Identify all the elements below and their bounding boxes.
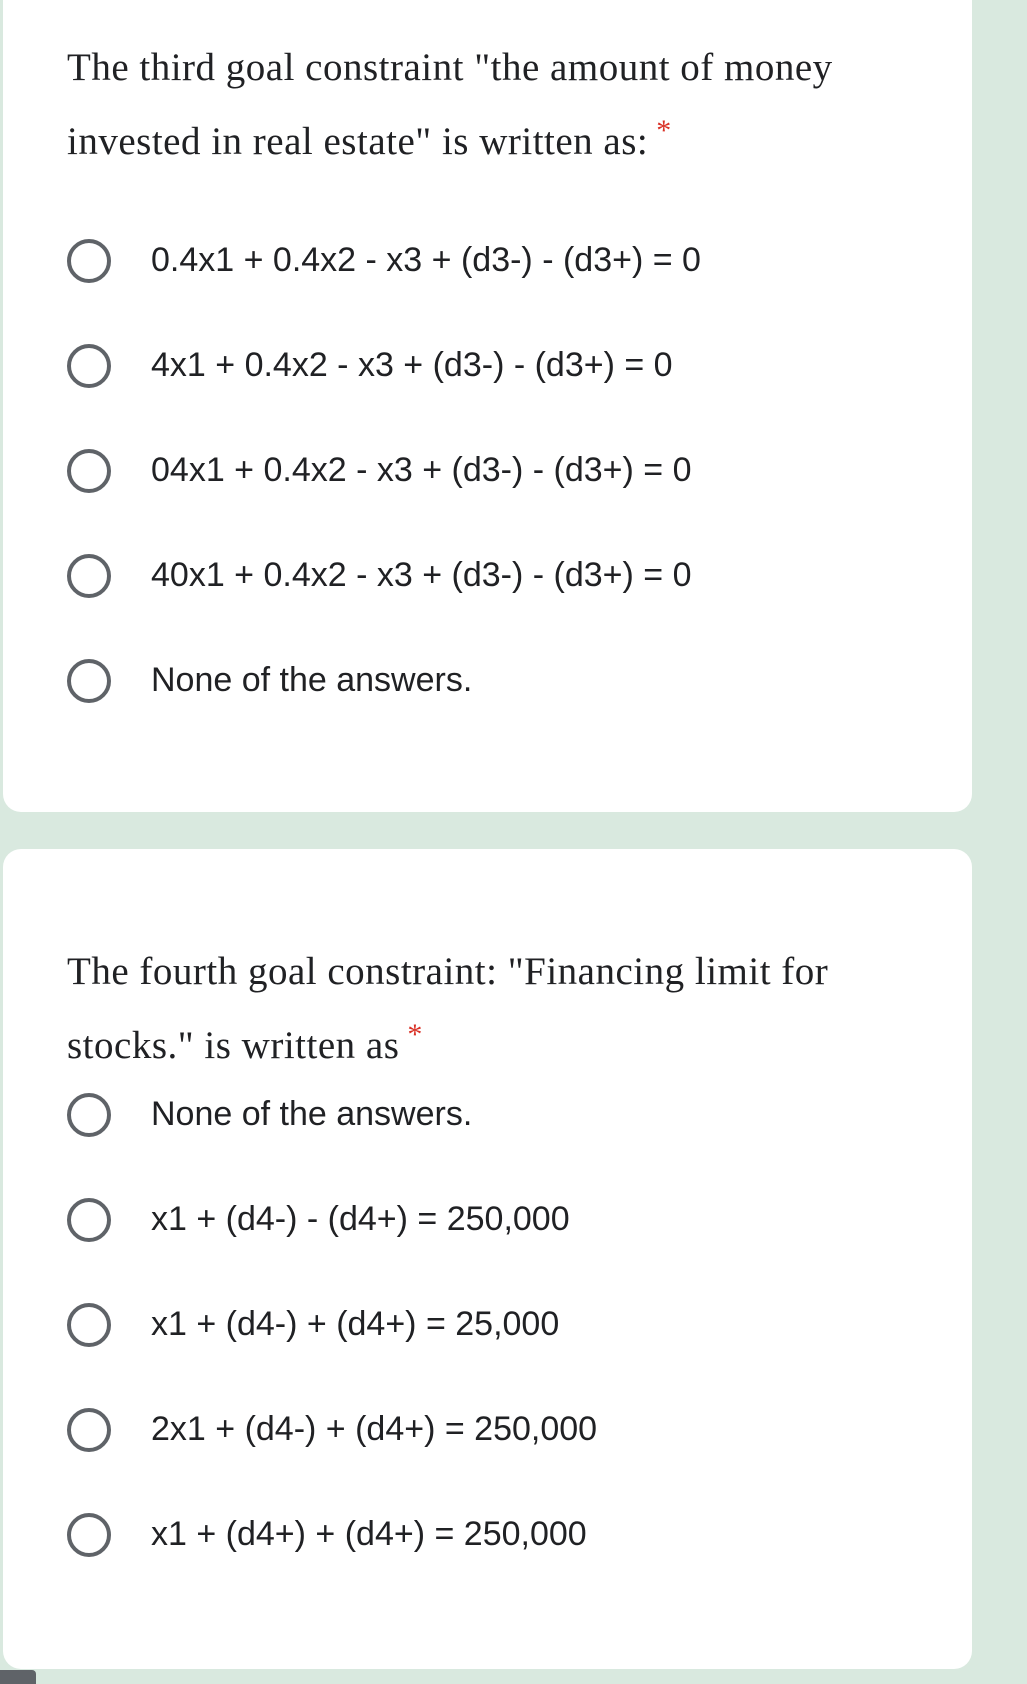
radio-unchecked-icon[interactable] [67,449,111,493]
option-label: None of the answers. [151,1095,473,1133]
radio-option[interactable] [67,313,927,418]
radio-unchecked-icon[interactable] [67,239,111,283]
option-label: None of the answers. [151,661,473,699]
question-title [67,940,907,1077]
corner-tab [0,1670,36,1684]
question-text: The fourth goal constraint: "Financing limit for stocks." is written as [67,950,829,1067]
radio-unchecked-icon[interactable] [67,659,111,703]
radio-option[interactable] [67,523,927,628]
option-label: 40x1 + 0.4x2 - x3 + (d3-) - (d3+) = 0 [151,556,692,594]
radio-unchecked-icon[interactable] [67,344,111,388]
radio-unchecked-icon[interactable] [67,1093,111,1137]
option-label: 4x1 + 0.4x2 - x3 + (d3-) - (d3+) = 0 [151,346,673,384]
question-title [67,36,907,173]
option-label: 0.4x1 + 0.4x2 - x3 + (d3-) - (d3+) = 0 [151,241,701,279]
required-asterisk: * [407,1018,423,1051]
radio-unchecked-icon[interactable] [67,554,111,598]
options-list [67,208,927,733]
option-label: x1 + (d4-) + (d4+) = 25,000 [151,1305,560,1343]
radio-option[interactable] [67,1377,927,1482]
radio-option[interactable] [67,1272,927,1377]
options-list [67,1062,927,1587]
radio-unchecked-icon[interactable] [67,1408,111,1452]
option-label: 2x1 + (d4-) + (d4+) = 250,000 [151,1410,598,1448]
option-label: x1 + (d4-) - (d4+) = 250,000 [151,1200,570,1238]
radio-option[interactable] [67,1167,927,1272]
radio-option[interactable] [67,628,927,733]
radio-option[interactable] [67,1482,927,1587]
radio-option[interactable] [67,208,927,313]
question-text: The third goal constraint "the amount of money invested in real estate" is written as: [67,46,833,163]
option-label: 04x1 + 0.4x2 - x3 + (d3-) - (d3+) = 0 [151,451,692,489]
question-card-3 [3,0,972,812]
question-card-4 [3,849,972,1669]
option-label: x1 + (d4+) + (d4+) = 250,000 [151,1515,587,1553]
radio-unchecked-icon[interactable] [67,1513,111,1557]
radio-option[interactable] [67,418,927,523]
radio-unchecked-icon[interactable] [67,1303,111,1347]
required-asterisk: * [656,114,672,147]
radio-option[interactable] [67,1062,927,1167]
radio-unchecked-icon[interactable] [67,1198,111,1242]
